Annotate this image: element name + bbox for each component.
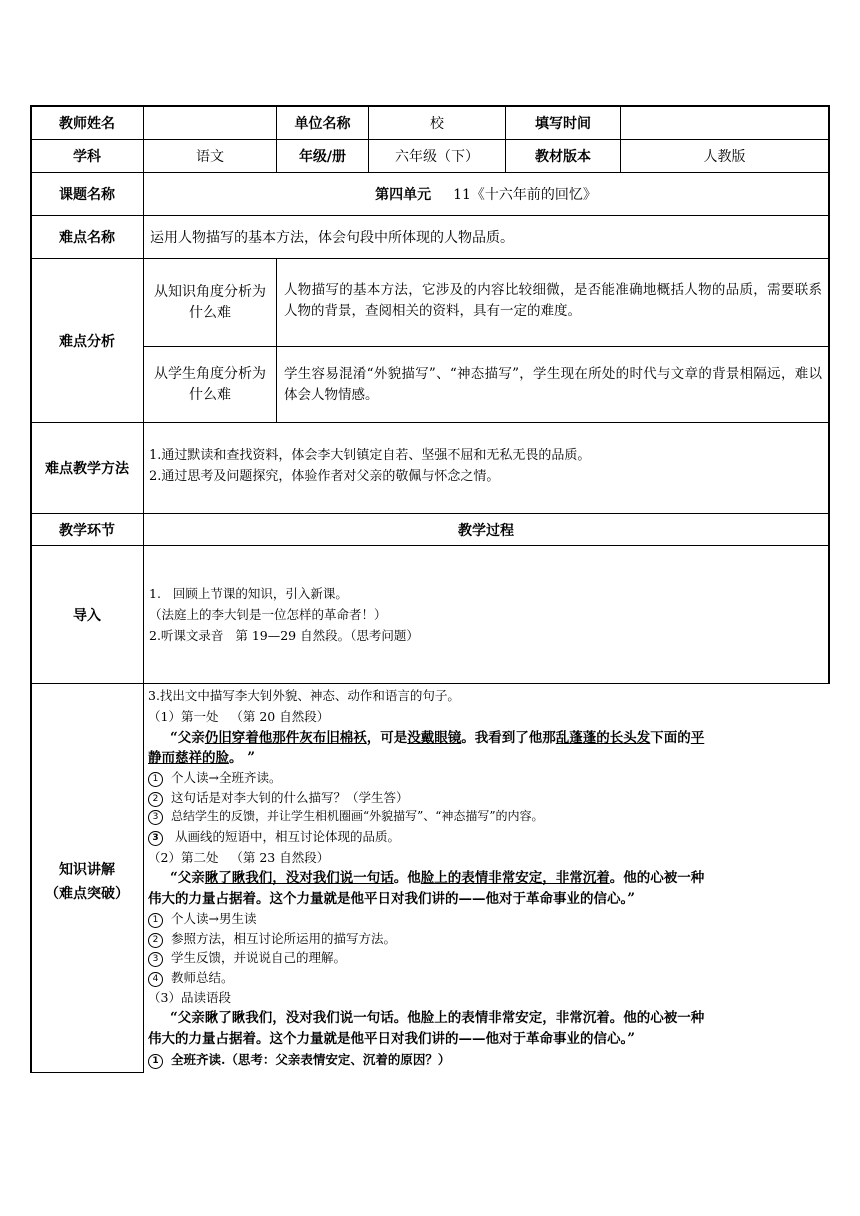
knowledge-angle-text: 人物描写的基本方法，它涉及的内容比较细微，是否能准确地概括人物的品质，需要联系人物的背景，查阅相关的资料，具有一定的难度。 [284,282,822,319]
quote-1-line-2: 静而慈祥的脸。 ” [148,750,255,766]
grade-label: 年级/册 [298,149,347,165]
step-1-3: 3 总结学生的反馈，并让学生相机圈画“外貌描写”、“神态描写”的内容。 [148,807,824,825]
subject-label: 学科 [73,149,101,165]
fill-time-label: 填写时间 [535,115,591,132]
knowledge-angle-label: 从知识角度分析为什么难 [154,283,266,321]
method-line-2: 2.通过思考及问题探究，体验作者对父亲的敬佩与怀念之情。 [149,469,500,484]
unit-name-label: 单位名称 [294,115,351,132]
topic-value [144,173,828,215]
step-2-3: 3 学生反馈，并说说自己的理解。 [148,948,824,967]
edition-value: 人教版 [703,149,746,165]
student-angle-label: 从学生角度分析为什么难 [154,365,266,403]
topic-unit: 第四单元 [375,187,432,203]
student-angle-text: 学生容易混淆“外貌描写”、“神态描写”，学生现在所处的时代与文章的背景相隔远，难以体会人物情感。 [284,366,822,403]
teacher-name-value [144,106,276,139]
step-1-2: 2 这句话是对李大钊的什么描写？（学生答） [148,788,824,807]
topic-label: 课题名称 [59,187,115,203]
teacher-name-label: 教师姓名 [59,115,115,132]
quote-3-line-1: “父亲瞅了瞅我们，没对我们说一句话。他脸上的表情非常安定，非常沉着。他的心被一种 [170,1010,705,1026]
method-line-1: 1.通过默读和查找资料，体会李大钊镇定自若、坚强不屈和无私无畏的品质。 [149,448,591,463]
knowledge-label [31,858,143,906]
difficulty-label: 难点名称 [59,230,115,246]
process-header: 教学过程 [458,522,514,539]
unit-name-value: 校 [430,115,444,132]
grade-value: 六年级（下） [395,149,479,165]
knowledge-line-3: 3.找出文中描写李大钊外貌、神态、动作和语言的句子。 [148,688,460,703]
method-label: 难点教学方法 [45,461,129,477]
fill-time-value [621,106,828,139]
step-1-4: 3 从画线的短语中，相互讨论体现的品质。 [148,827,824,846]
step-2-4: 4 教师总结。 [148,968,824,987]
step-1-1: 1 个人读→全班齐读。 [148,768,824,787]
intro-label: 导入 [73,607,101,624]
knowledge-first-location: （1）第一处 （第 20 自然段） [148,709,330,724]
quote-2-line-2: 伟大的力量占据着。这个力量就是他平日对我们讲的——他对于革命事业的信心。” [148,891,636,907]
quote-2-line-1: “父亲瞅了瞅我们，没对我们说一句话。他脸上的表情非常安定，非常沉着。他的心被一种 [170,870,705,886]
edition-label: 教材版本 [535,149,591,165]
intro-line-3: 2.听课文录音 第 19—29 自然段。（思考问题） [149,628,419,643]
quote-3-line-2: 伟大的力量占据着。这个力量就是他平日对我们讲的——他对于革命事业的信心。” [148,1031,636,1047]
step-3-1: 1 全班齐读.（思考：父亲表情安定、沉着的原因？） [148,1050,824,1069]
analysis-label: 难点分析 [59,333,115,350]
stage-header: 教学环节 [59,522,115,539]
step-2-2: 2 参照方法，相互讨论所运用的描写方法。 [148,929,824,948]
knowledge-read-passage: （3）品读语段 [148,990,231,1005]
step-2-1: 1 个人读→男生读 [148,909,824,928]
topic-title: 11《十六年前的回忆》 [453,187,597,203]
knowledge-label-line-1: 知识讲解 [59,862,115,878]
intro-line-1: 1. 回顾上节课的知识，引入新课。 [149,586,348,601]
knowledge-label-line-2: （难点突破） [45,886,129,902]
difficulty-value: 运用人物描写的基本方法，体会句段中所体现的人物品质。 [150,230,514,246]
subject-value: 语文 [196,149,224,165]
intro-line-2: （法庭上的李大钊是一位怎样的革命者！） [149,607,387,622]
knowledge-second-location: （2）第二处 （第 23 自然段） [148,850,330,865]
quote-1-line-1: “父亲仍旧穿着他那件灰布旧棉袄，可是没戴眼镜。我看到了他那乱蓬蓬的长头发下面的平 [170,730,705,746]
